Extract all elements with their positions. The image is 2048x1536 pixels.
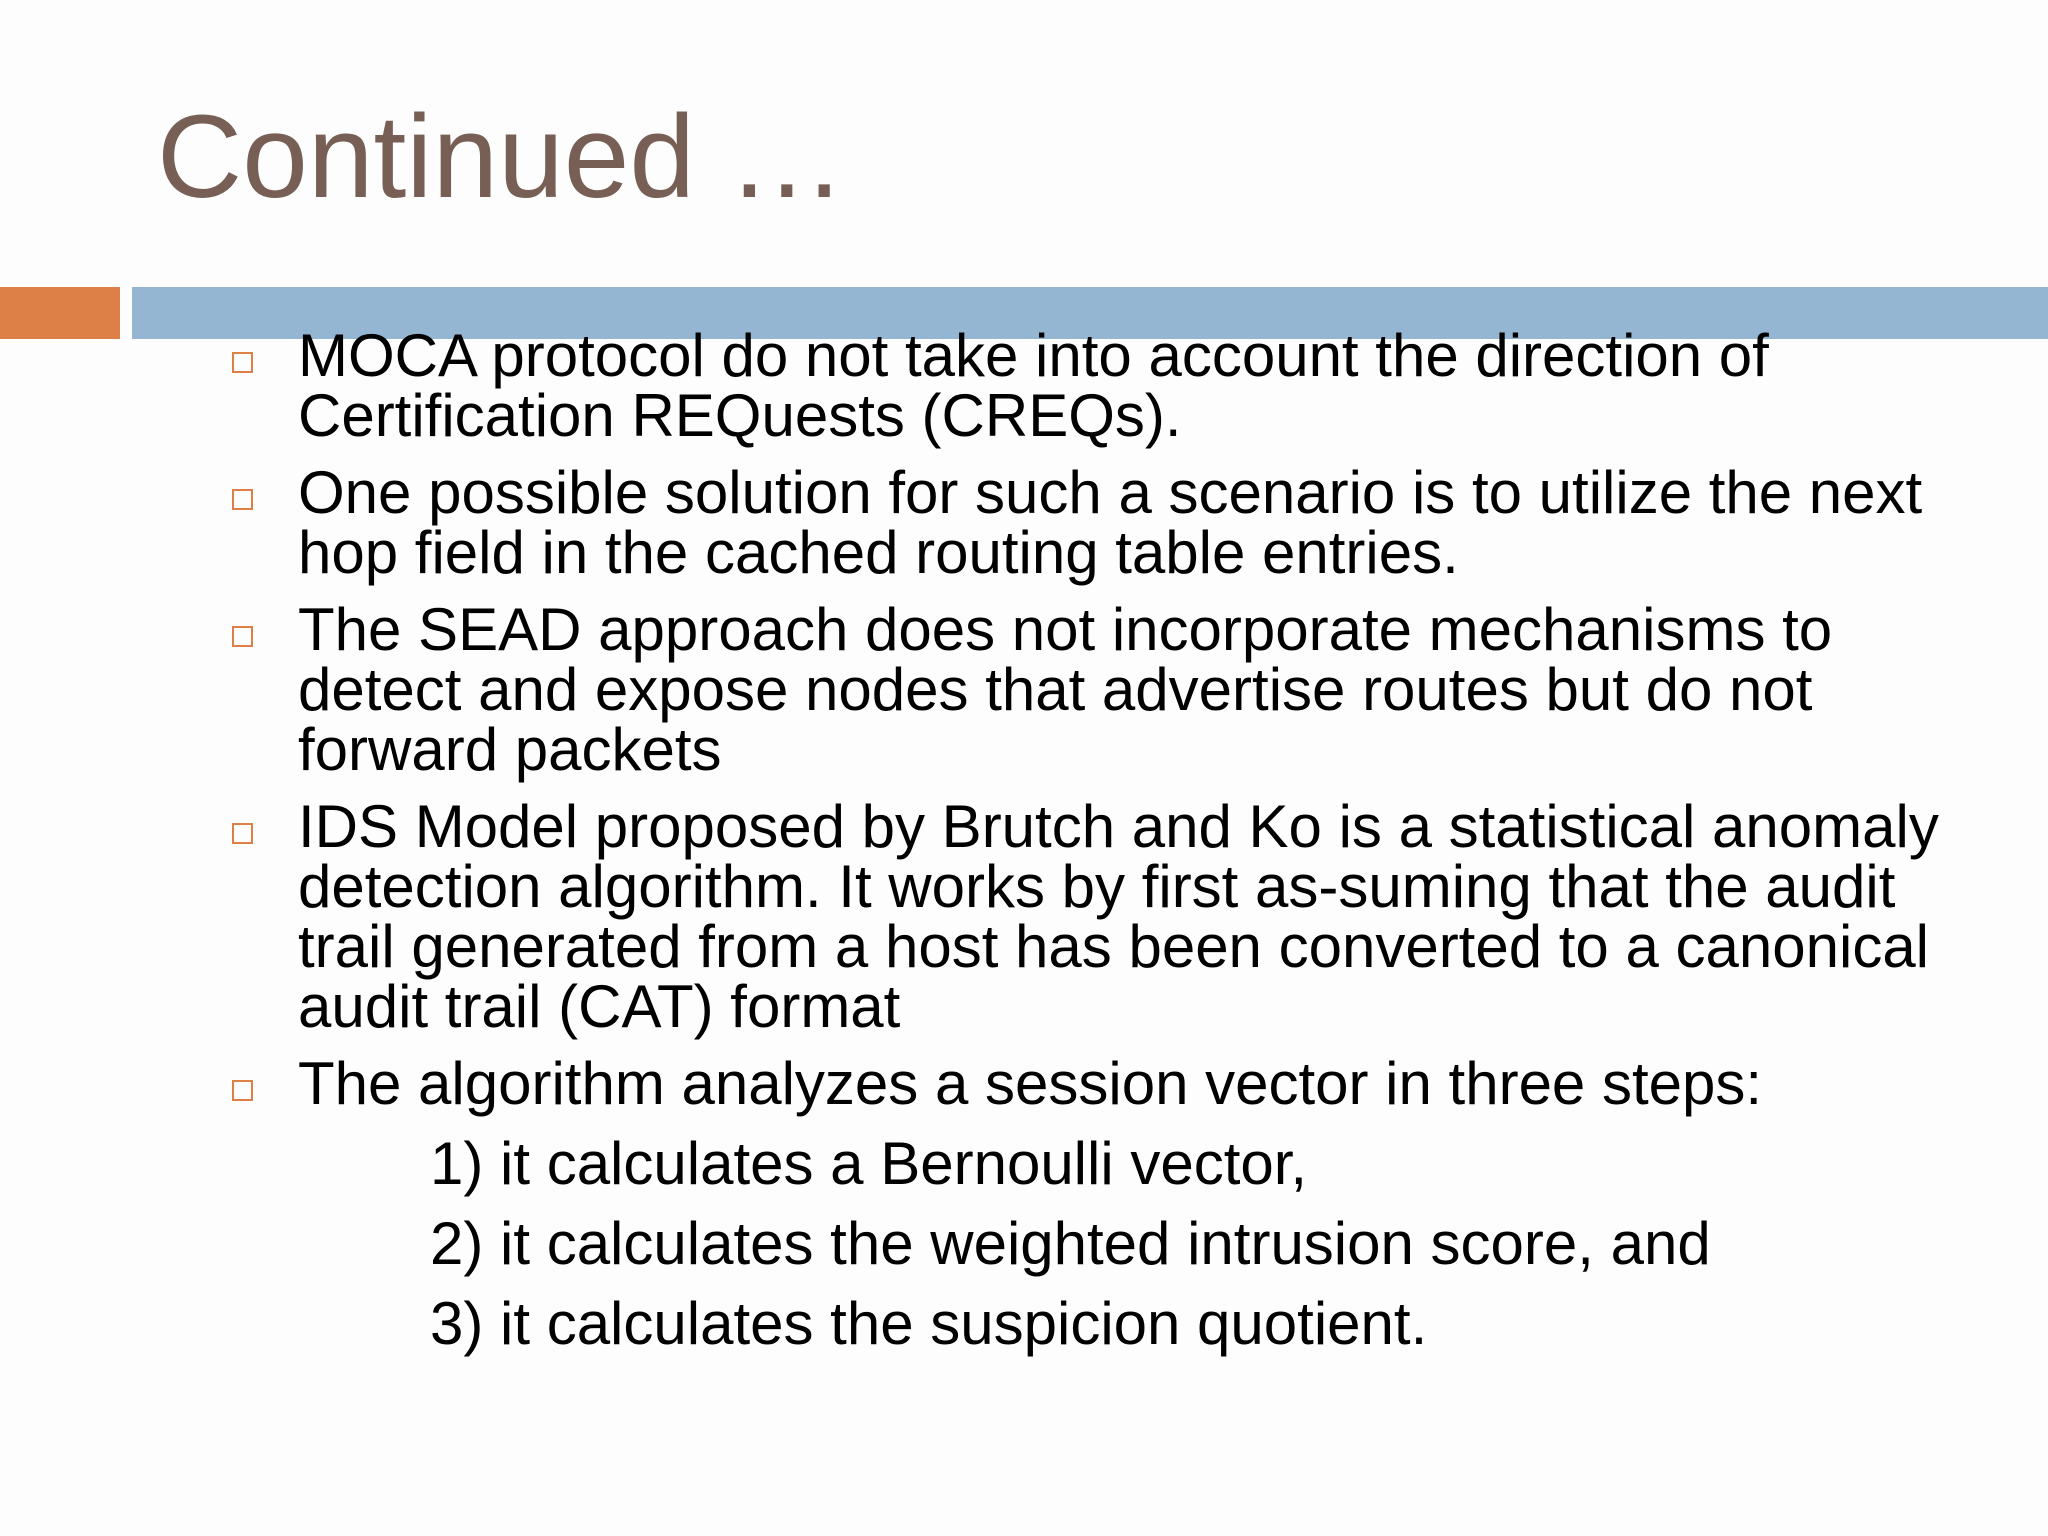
- square-bullet-icon: [232, 626, 253, 647]
- slide-content: [224, 322, 1964, 1357]
- bullet-item: [224, 793, 1964, 1040]
- bullet-text: The algorithm analyzes a session vector in three steps:: [298, 1050, 1763, 1117]
- bullet-item: [224, 1050, 1964, 1117]
- bullet-item: [224, 459, 1964, 586]
- step-item: 2) it calculates the weighted intrusion score, and: [430, 1210, 1711, 1277]
- bullet-item: [224, 322, 1964, 449]
- bullet-text: One possible solution for such a scenario is to utilize the next hop field in the cached routing table entries.: [298, 459, 1923, 586]
- bullet-item: [224, 596, 1964, 783]
- square-bullet-icon: [232, 352, 253, 373]
- bullet-text: IDS Model proposed by Brutch and Ko is a statistical anomaly detection algorithm. It works by first as-suming that the audit trail generated from a host has been converted to a canonical audit trail (CAT) format: [298, 793, 1939, 1040]
- bullet-text: MOCA protocol do not take into account the direction of Certification REQuests (CREQs).: [298, 322, 1769, 449]
- square-bullet-icon: [232, 1080, 253, 1101]
- bullet-text: The SEAD approach does not incorporate mechanisms to detect and expose nodes that advertise routes but do not forward packets: [298, 596, 1833, 783]
- title-accent-bar: [0, 287, 120, 339]
- step-item: 1) it calculates a Bernoulli vector,: [430, 1130, 1308, 1197]
- steps-list: [224, 1130, 1964, 1357]
- step-item: 3) it calculates the suspicion quotient.: [430, 1290, 1428, 1357]
- square-bullet-icon: [232, 823, 253, 844]
- square-bullet-icon: [232, 489, 253, 510]
- slide-title: Continued …: [157, 91, 846, 223]
